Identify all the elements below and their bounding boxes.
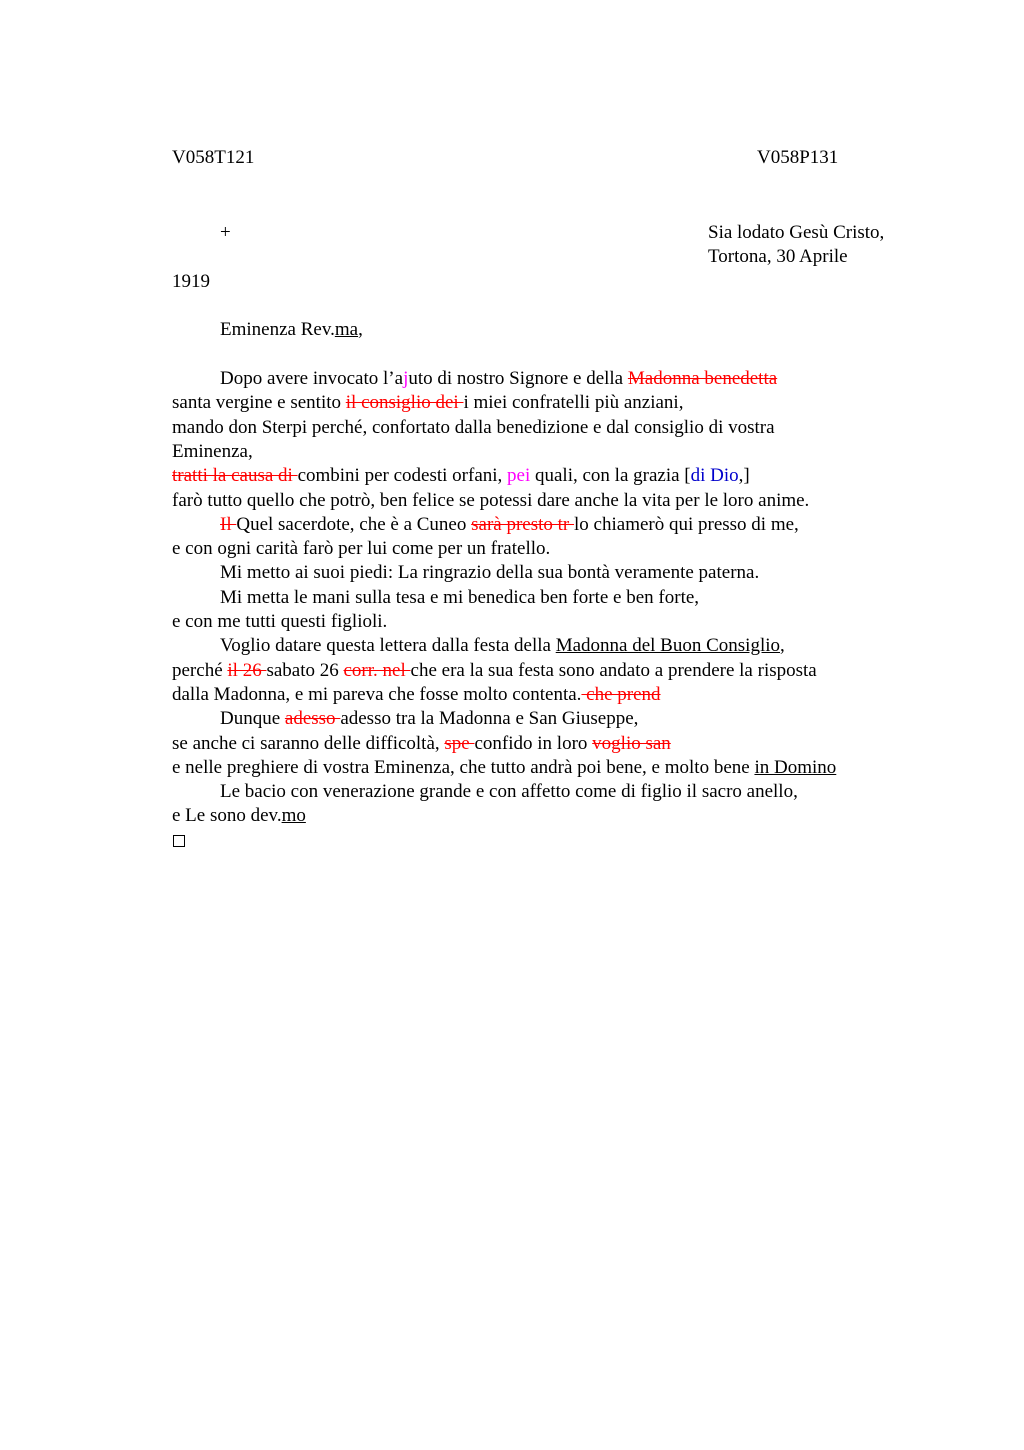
deleted-text: adesso [284,708,341,730]
inserted-text: pei [507,465,531,487]
body-line [220,634,785,658]
text-segment: , [780,635,785,657]
greeting-abbrev: ma [334,319,359,340]
text-segment: Dunque [220,708,285,730]
text-segment: ,] [738,465,750,487]
header-left-code: V058T121 [172,147,255,168]
end-square-icon [173,835,185,847]
body-line [220,586,699,610]
deleted-text: Madonna benedetta [627,368,778,389]
body-line [172,391,683,415]
cross-mark: + [220,222,231,243]
text-segment: Quel sacerdote, che è a Cuneo [236,513,472,535]
year: 1919 [172,271,210,292]
body-line [172,537,550,561]
body-line [172,610,387,634]
body-line [172,659,817,683]
deleted-text: corr. nel [343,659,411,681]
body-line [220,367,777,391]
body-line [172,756,836,780]
text-segment: farò tutto quello che potrò, ben felice se potessi dare anche la vita per le loro anime. [172,489,810,511]
text-segment: e con me tutti questi figlioli. [172,611,388,632]
body-line [220,561,759,585]
body-line [172,489,809,513]
text-segment: mando don Sterpi perché, confortato dalla benedizione e dal consiglio di vostra [172,416,775,438]
text-segment: e con ogni carità farò per lui come per un fratello. [172,538,551,560]
text-segment: Le bacio con venerazione grande e con affetto come di figlio il sacro anello, [220,781,798,803]
text-segment: uto di nostro Signore e della [408,368,628,389]
underlined-text: in Domino [754,756,837,778]
inserted-text: j [403,368,409,389]
underlined-text: mo [281,805,306,827]
underlined-text: Madonna del Buon Consiglio [555,635,781,657]
text-segment: e Le sono dev. [172,805,282,827]
deleted-text: Il [220,513,237,535]
editor-addition: di Dio [690,465,739,487]
text-segment: quali, con la grazia [ [530,465,691,487]
text-segment: sabato 26 [266,659,344,681]
text-segment: Dopo avere invocato l’a [220,368,404,389]
header-right-code: V058P131 [757,147,839,168]
greeting-comma: , [358,319,363,340]
greeting-text: Eminenza Rev. [220,319,335,340]
deleted-text: voglio san [592,732,671,754]
text-segment: santa vergine e sentito [172,392,346,414]
text-segment: combini per codesti orfani, [297,465,508,487]
body-line [172,440,253,464]
text-segment: confido in loro [474,732,593,754]
text-segment: dalla Madonna, e mi pareva che fosse molto contenta. [172,683,582,705]
date-line: Tortona, 30 Aprile [708,246,848,267]
text-segment: Mi metto ai suoi piedi: La ringrazio della sua bontà veramente paterna. [220,562,760,584]
text-segment: se anche ci saranno delle difficoltà, [172,732,445,754]
greeting [220,318,363,342]
text-segment: Voglio datare questa lettera dalla festa della [220,635,556,657]
text-segment: e nelle preghiere di vostra Eminenza, che tutto andrà poi bene, e molto bene [172,756,755,778]
body-line [172,683,661,707]
text-segment: Mi metta le mani sulla tesa e mi benedica ben forte e ben forte, [220,586,700,608]
body-line [172,464,750,488]
deleted-text: il 26 [227,659,267,681]
deleted-text: tratti la causa di [172,465,298,487]
salutation-line-1: Sia lodato Gesù Cristo, [708,222,885,243]
body-line [220,513,799,537]
body-line [220,707,638,731]
deleted-text: spe [444,732,475,754]
deleted-text: sarà presto tr [471,513,575,535]
body-line [220,780,798,804]
text-segment: che era la sua festa sono andato a prendere la risposta [410,659,817,681]
deleted-text: che prend [581,683,661,705]
deleted-text: il consiglio dei [345,392,464,414]
body-line [172,416,775,440]
text-segment: Eminenza, [172,440,253,462]
body-line [172,732,671,756]
text-segment: adesso tra la Madonna e San Giuseppe, [340,708,639,730]
text-segment: i miei confratelli più anziani, [463,392,684,414]
body-line [172,804,306,828]
text-segment: perché [172,659,228,681]
text-segment: lo chiamerò qui presso di me, [574,513,799,535]
